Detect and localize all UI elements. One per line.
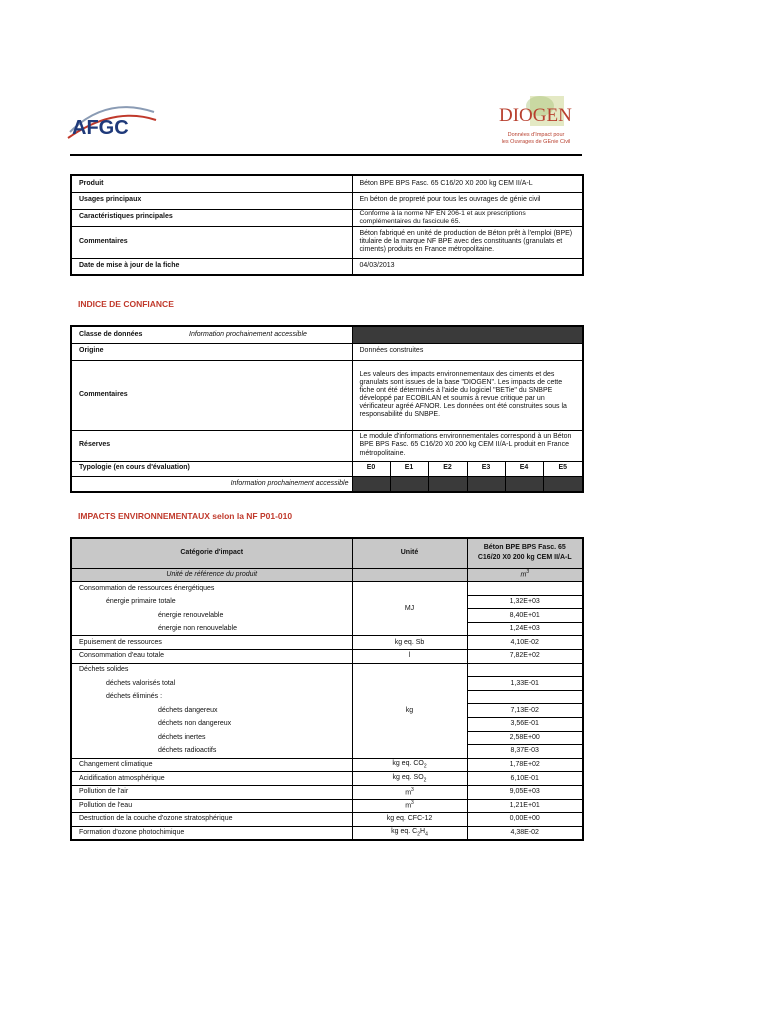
col-category-header: Catégorie d'impact (71, 538, 352, 568)
impact-unit-text: kg eq. SO (392, 773, 424, 781)
impacts-header-row (71, 538, 583, 568)
level-e1: E1 (390, 461, 428, 476)
energy-header-row (71, 582, 583, 596)
origine-value: Données construites (352, 343, 583, 360)
impact-unit: kg eq. CFC-12 (352, 813, 467, 827)
product-table (70, 174, 584, 276)
impact-value: 0,00E+00 (467, 813, 583, 827)
dechets-row (71, 745, 583, 759)
diogen-logo-text: DIOGEN (499, 105, 572, 126)
dechets-label: déchets non dangereux (71, 718, 352, 732)
reserves-value: Le module d'informations environnementales correspond à un Béton BPE BPS Fasc. 65 C16/20 X0 200 kg CEM II/A-L produit en France métropolitaine. (352, 430, 583, 461)
dechets-value: 7,13E-02 (467, 704, 583, 718)
level-e5: E5 (543, 461, 583, 476)
impact-unit (352, 758, 467, 772)
impact-row (71, 758, 583, 772)
level-cell (543, 476, 583, 492)
reserves-row (71, 430, 583, 461)
conf-commentaires-value: Les valeurs des impacts environnementaux des ciments et des granulats sont issues de la base "DIOGEN". Les impacts de cette fiche ont été déterminés à l'aide du logiciel "BETie" du SNBPE développé par ECOBILAN et soumis à revue critique par un vérificateur agréé AFNOR. Les données ont été construites sous la responsabilité du SNBPE. (352, 360, 583, 430)
dechets-unit: kg (352, 663, 467, 758)
energy-header: Consommation de ressources énergétiques (71, 582, 352, 596)
conf-commentaires-label: Commentaires (71, 360, 352, 430)
epuisement-label: Epuisement de ressources (71, 636, 352, 650)
dechets-valorises-label: déchets valorisés total (71, 677, 352, 691)
afgc-logo (66, 98, 158, 144)
impact-row (71, 799, 583, 813)
epuisement-unit: kg eq. Sb (352, 636, 467, 650)
energy-row (71, 622, 583, 636)
level-e3: E3 (467, 461, 505, 476)
level-e0: E0 (352, 461, 390, 476)
diogen-caption-1: Données d'Impact pour (507, 132, 565, 138)
ozone-unit-a: kg eq. C (391, 827, 418, 835)
ozone-row (71, 826, 583, 840)
typologie-note: Information prochainement accessible (71, 476, 352, 492)
energy-unit: MJ (352, 582, 467, 636)
reserves-label: Réserves (71, 430, 352, 461)
dechets-value: 8,37E-03 (467, 745, 583, 759)
ozone-sub-b: 4 (425, 831, 428, 838)
epuisement-value: 4,10E-02 (467, 636, 583, 650)
dechets-header: Déchets solides (71, 663, 352, 677)
impact-unit (352, 799, 467, 813)
ref-unit: m (520, 571, 527, 579)
impact-unit (352, 786, 467, 800)
origine-row (71, 343, 583, 360)
confidence-table (70, 325, 584, 493)
energy-label: énergie primaire totale (71, 595, 352, 609)
eau-unit: l (352, 650, 467, 664)
usages-value: En béton de propreté pour tous les ouvrages de génie civil (352, 192, 583, 209)
impact-unit-text: m (405, 788, 412, 796)
level-cell (505, 476, 543, 492)
dechets-elimines-row (71, 690, 583, 704)
level-cell (390, 476, 428, 492)
energy-value: 8,40E+01 (467, 609, 583, 623)
typologie-row (71, 461, 583, 476)
typologie-label: Typologie (en cours d'évaluation) (71, 461, 352, 476)
usages-row (71, 192, 583, 209)
header-rule (70, 154, 582, 156)
energy-row (71, 609, 583, 623)
dechets-row (71, 731, 583, 745)
usages-label: Usages principaux (71, 192, 352, 209)
dechets-header-row (71, 663, 583, 677)
ref-unit-cell (467, 568, 583, 582)
typologie-note-row (71, 476, 583, 492)
impact-label: Acidification atmosphérique (71, 772, 352, 786)
dechets-value: 2,58E+00 (467, 731, 583, 745)
caracteristiques-value: Conforme à la norme NF EN 206-1 et aux prescriptions complémentaires du fascicule 65. (352, 209, 583, 226)
origine-label: Origine (71, 343, 352, 360)
classe-value-cell (352, 326, 583, 343)
energy-value: 1,24E+03 (467, 622, 583, 636)
product-row (71, 175, 583, 192)
diogen-logo (490, 88, 582, 148)
level-cell (428, 476, 467, 492)
impacts-title: IMPACTS ENVIRONNEMENTAUX selon la NF P01-010 (78, 511, 293, 521)
dechets-row (71, 718, 583, 732)
ref-blank (352, 568, 467, 582)
impact-value: 1,78E+02 (467, 758, 583, 772)
product-value: Béton BPE BPS Fasc. 65 C16/20 X0 200 kg CEM II/A-L (352, 175, 583, 192)
dechets-label: déchets dangereux (71, 704, 352, 718)
impact-label: Destruction de la couche d'ozone stratosphérique (71, 813, 352, 827)
ref-row (71, 568, 583, 582)
dechets-value: 3,56E-01 (467, 718, 583, 732)
commentaires-label: Commentaires (71, 226, 352, 258)
energy-row (71, 595, 583, 609)
impact-label: Pollution de l'air (71, 786, 352, 800)
eau-label: Consommation d'eau totale (71, 650, 352, 664)
dechets-label: déchets inertes (71, 731, 352, 745)
impact-unit-sub: 2 (423, 763, 427, 770)
ozone-unit (352, 826, 467, 840)
date-row (71, 258, 583, 275)
dechets-blank (467, 663, 583, 677)
eau-value: 7,82E+02 (467, 650, 583, 664)
impact-unit-sup: 3 (411, 800, 414, 807)
classe-row (71, 326, 583, 343)
impact-label: Changement climatique (71, 758, 352, 772)
classe-label: Classe de données (71, 326, 181, 343)
impact-value: 6,10E-01 (467, 772, 583, 786)
dechets-label: déchets radioactifs (71, 745, 352, 759)
impact-unit-sup: 3 (411, 786, 414, 793)
eau-row (71, 650, 583, 664)
commentaires-row (71, 226, 583, 258)
col-product-header: Béton BPE BPS Fasc. 65 C16/20 X0 200 kg CEM II/A-L (467, 538, 583, 568)
conf-commentaires-row (71, 360, 583, 430)
level-cell (352, 476, 390, 492)
impact-row (71, 786, 583, 800)
energy-blank (467, 582, 583, 596)
ozone-unit-b: H (420, 827, 426, 835)
impact-unit (352, 772, 467, 786)
impact-unit-text: m (405, 802, 412, 810)
ozone-value: 4,38E-02 (467, 826, 583, 840)
ref-unit-sup: 3 (526, 569, 530, 576)
dechets-valorises-row (71, 677, 583, 691)
date-value: 04/03/2013 (352, 258, 583, 275)
ozone-label: Formation d'ozone photochimique (71, 826, 352, 840)
energy-label: énergie non renouvelable (71, 622, 352, 636)
impact-unit-text: kg eq. CO (392, 760, 424, 768)
caracteristiques-label: Caractéristiques principales (71, 209, 352, 226)
impact-row (71, 772, 583, 786)
energy-value: 1,32E+03 (467, 595, 583, 609)
dechets-row (71, 704, 583, 718)
level-e4: E4 (505, 461, 543, 476)
impact-row (71, 813, 583, 827)
ozone-sub-a: 2 (417, 831, 420, 838)
confidence-title: INDICE DE CONFIANCE (78, 299, 174, 309)
commentaires-value: Béton fabriqué en unité de production de Béton prêt à l'emploi (BPE) titulaire de la marque NF BPE avec des constituants (granulats et ciments) produits en France métropolitaine. (352, 226, 583, 258)
level-e2: E2 (428, 461, 467, 476)
dechets-elimines-label: déchets éliminés : (71, 690, 352, 704)
afgc-logo-text: AFGC (72, 117, 129, 139)
caracteristiques-row (71, 209, 583, 226)
dechets-elimines-blank (467, 690, 583, 704)
epuisement-row (71, 636, 583, 650)
product-label: Produit (71, 175, 352, 192)
impact-value: 1,21E+01 (467, 799, 583, 813)
level-cell (467, 476, 505, 492)
diogen-caption-2: les Ouvrages de GEnie Civil (501, 139, 571, 145)
energy-label: énergie renouvelable (71, 609, 352, 623)
ref-label: Unité de référence du produit (71, 568, 352, 582)
dechets-valorises-value: 1,33E-01 (467, 677, 583, 691)
classe-note: Information prochainement accessible (181, 326, 352, 343)
col-unit-header: Unité (352, 538, 467, 568)
impact-unit-sub: 2 (423, 777, 427, 784)
date-label: Date de mise à jour de la fiche (71, 258, 352, 275)
impacts-table (70, 537, 584, 841)
impact-value: 9,05E+03 (467, 786, 583, 800)
impact-label: Pollution de l'eau (71, 799, 352, 813)
